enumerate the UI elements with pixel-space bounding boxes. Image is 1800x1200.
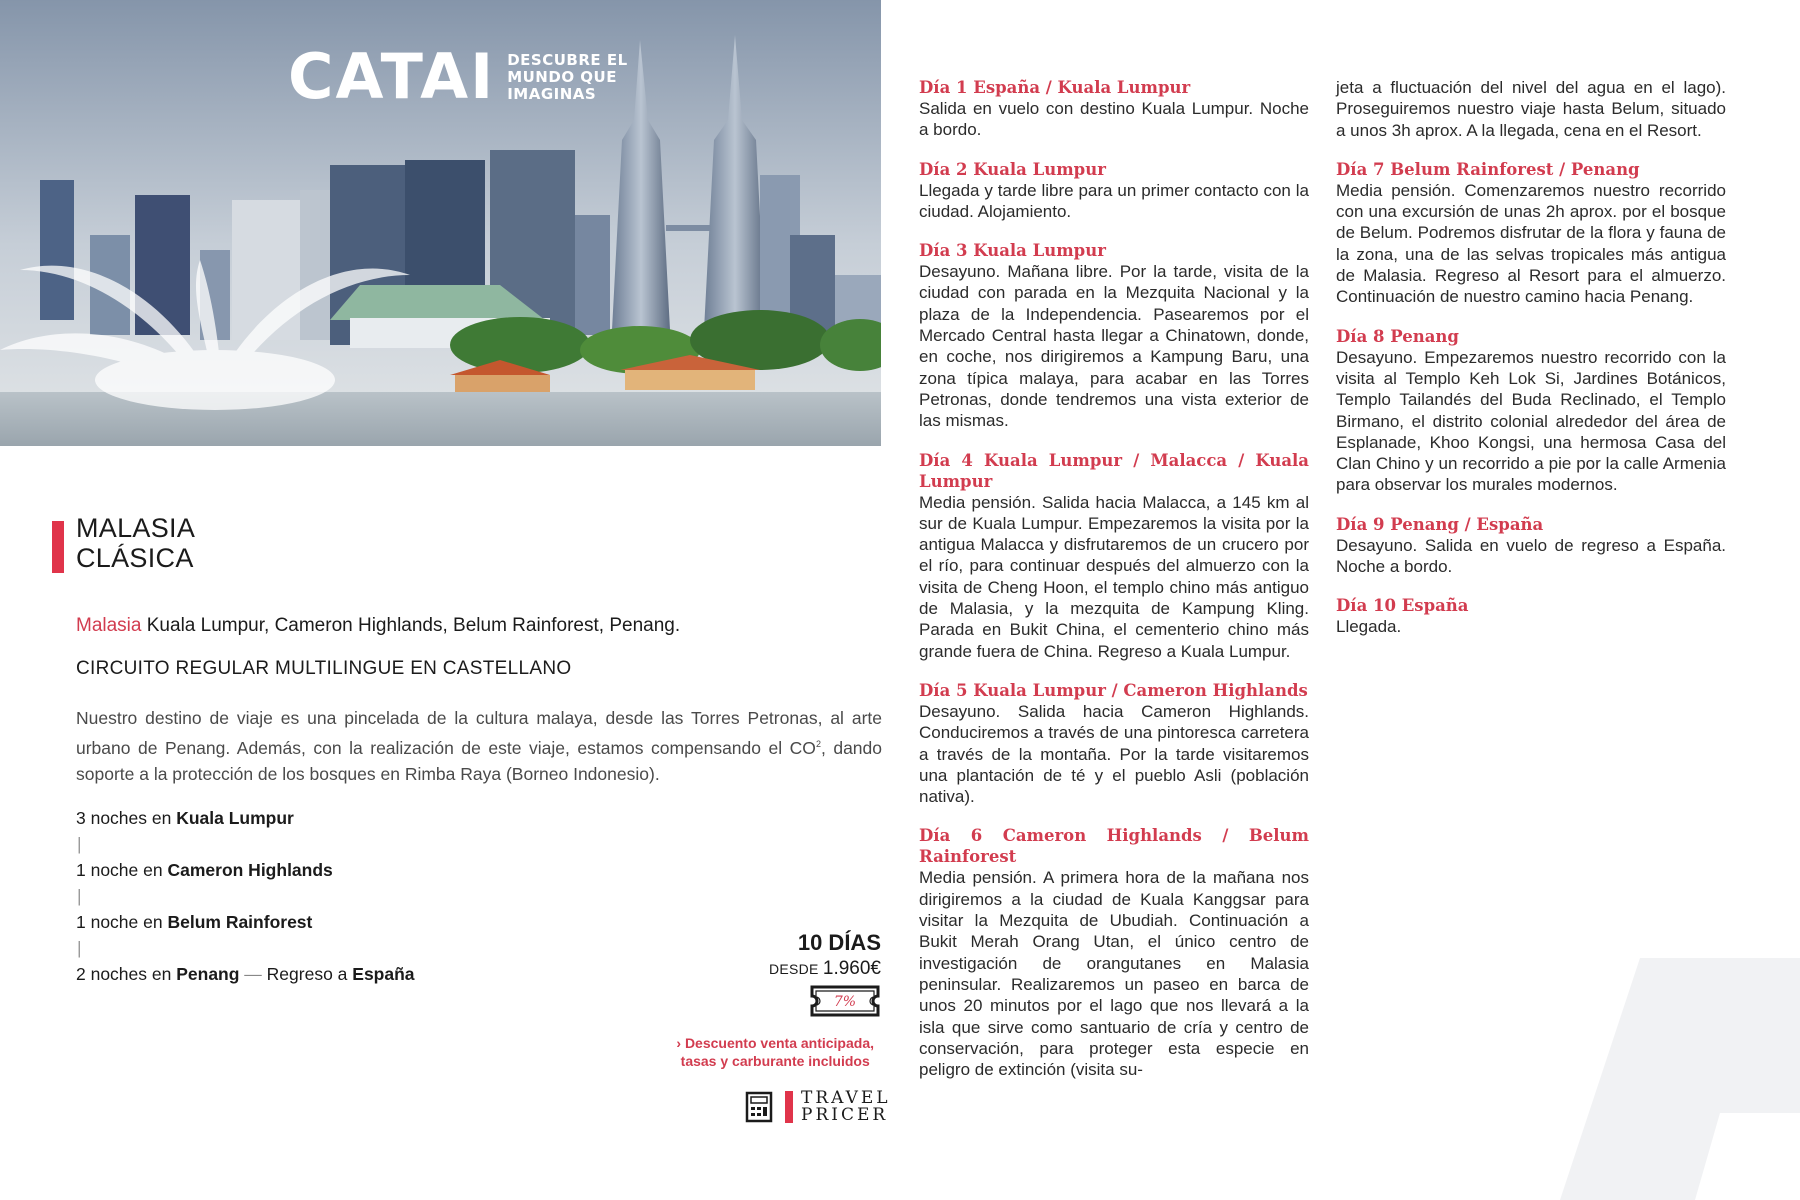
itinerary-day (919, 825, 1309, 1080)
day-text: Desayuno. Mañana libre. Por la tarde, visita de la ciudad con parada en la Mezquita Nacional y la plaza de la Independencia. Pasearemos por el Mercado Central hasta llegar a Chinatown, donde, en coche, nos dirigiremos a Kampung Baru, una zona típica malaya, para acabar en las Torres Petronas, donde tendremos una vista exterior de las mismas. (919, 262, 1309, 431)
return-label: Regreso a (266, 964, 353, 984)
day-text: Llegada. (1336, 617, 1402, 637)
stay-nights: 3 noches en (76, 808, 177, 828)
catai-logo (288, 40, 637, 113)
brand-tagline: DESCUBRE EL MUNDO QUE IMAGINAS (507, 50, 628, 103)
stay-item (76, 805, 415, 831)
price-from-label: DESDE (768, 961, 823, 977)
stay-nights: 2 noches en (76, 964, 177, 984)
day-title: Día 6 Cameron Highlands / Belum Rainforest (919, 826, 1309, 867)
brand-name: CATAI (288, 40, 496, 113)
intro-co2-sub: 2 (815, 739, 821, 749)
discount-ticket-icon (808, 983, 882, 1019)
itinerary-day (1336, 159, 1726, 308)
day-title: Día 8 Penang (1336, 326, 1459, 346)
day-text: Desayuno. Salida hacia Cameron Highlands. Conduciremos a través de una pintoresca carretera a través de la montaña. Por la tarde visitaremos una plantación de té y el pueblo Asli (población nativa). (919, 701, 1309, 807)
stay-nights: 1 noche en (76, 860, 168, 880)
day-text: Media pensión. Comenzaremos nuestro recorrido con una excursión de unas 2h aprox. por el bosque de Belum. Podremos disfrutar de la flora y fauna de la zona, una de las selvas tropicales más antigua de Malasia. Regreso al Resort para el almuerzo. Continuación de nuestro camino hacia Penang. (1336, 180, 1726, 307)
day-text: Salida en vuelo con destino Kuala Lumpur. Noche a bordo. (919, 99, 1309, 140)
itinerary-day (1336, 514, 1726, 578)
itinerary-day (919, 240, 1309, 431)
itinerary-day (919, 159, 1309, 223)
stay-place: Penang (176, 964, 240, 984)
itinerary-day (1336, 326, 1726, 496)
hero-photo-kuala-lumpur (0, 0, 881, 446)
day-title: Día 5 Kuala Lumpur / Cameron Highlands (919, 680, 1308, 700)
discount-note (676, 1034, 874, 1070)
day-title: Día 2 Kuala Lumpur (919, 159, 1106, 179)
decorative-corner-shape (1560, 958, 1800, 1200)
itinerary-column-2 (1336, 77, 1726, 656)
stays-list (76, 805, 415, 987)
price-from (769, 958, 881, 980)
itinerary-day (1336, 595, 1726, 637)
day-6-continuation: jeta a fluctuación del nivel del agua en el lago). Proseguiremos nuestro viaje hasta Belum, situado a unos 3h aprox. A la llegada, cena en el Resort. (1336, 78, 1726, 140)
stay-separator: | (77, 938, 82, 958)
calculator-icon (745, 1091, 773, 1123)
discount-note-line-2: tasas y carburante incluidos (680, 1053, 870, 1069)
stay-nights: 1 noche en (76, 912, 168, 932)
route-summary (76, 615, 680, 637)
travel-pricer-bar (785, 1091, 793, 1123)
day-title: Día 4 Kuala Lumpur / Malacca / Kuala Lumpur (919, 450, 1309, 491)
stay-item (76, 909, 415, 935)
day-text: Media pensión. Salida hacia Malacca, a 145 km al sur de Kuala Lumpur. Empezaremos la visita por la antigua Malacca y disfrutaremos de un crucero por el río, para continuar después del almuerzo con la visita de Cheng Hoon, el templo chino más antiguo de Malasia, y la mezquita de Kampung Kling. Parada en Bukit China, el cementerio chino más grande fuera de China. Regreso a Kuala Lumpur. (919, 492, 1309, 661)
travel-pricer-logo (745, 1090, 891, 1124)
travel-pricer-text (801, 1090, 891, 1124)
day-title: Día 3 Kuala Lumpur (919, 241, 1106, 261)
itinerary-column-1 (919, 77, 1309, 1098)
discount-percent: 7% (833, 994, 857, 1010)
day-text: Desayuno. Empezaremos nuestro recorrido con la visita al Templo Keh Lok Si, Jardines Botánicos, Templo Tailandés del Buda Reclinado, el Templo Birmano, el distrito colonial alrededor del área de Esplanade, Khoo Kongsi, una hermosa Casa del Clan Chino y un recorrido a pie por la calle Armenia para observar los murales modernos. (1336, 347, 1726, 495)
stay-separator: | (77, 834, 82, 854)
circuit-type: CIRCUITO REGULAR MULTILINGUE EN CASTELLANO (76, 658, 572, 679)
travel-pricer-line-1: TRAVEL (801, 1088, 891, 1108)
intro-text: Nuestro destino de viaje es una pincelada de la cultura malaya, desde las Torres Petronas, al arte urbano de Penang. Además, con la realización de este viaje, estamos compensando el CO (76, 708, 882, 758)
day-title: Día 7 Belum Rainforest / Penang (1336, 159, 1640, 179)
stay-place: Kuala Lumpur (176, 808, 294, 828)
title-accent-bar (52, 521, 64, 573)
day-text: Llegada y tarde libre para un primer contacto con la ciudad. Alojamiento. (919, 180, 1309, 221)
price-amount: 1.960€ (822, 958, 881, 979)
route-country: Malasia (76, 615, 142, 636)
trip-title (76, 513, 195, 573)
itinerary-day (919, 680, 1309, 807)
route-cities: Kuala Lumpur, Cameron Highlands, Belum Rainforest, Penang. (141, 615, 681, 636)
itinerary-day (919, 77, 1309, 141)
stay-place: Belum Rainforest (167, 912, 313, 932)
discount-note-line-1: › Descuento venta anticipada, (676, 1035, 874, 1051)
trip-duration: 10 DÍAS (797, 930, 881, 955)
day-title: Día 9 Penang / España (1336, 514, 1544, 534)
stay-dash: — (239, 964, 267, 984)
trip-title-line-1: MALASIA (76, 513, 196, 543)
day-title: Día 10 España (1336, 596, 1469, 616)
stay-item (76, 961, 415, 987)
intro-text-end: , dando soporte a la protección de los bosques en Rimba Raya (Borneo Indonesio). (76, 737, 883, 784)
itinerary-day (919, 450, 1309, 662)
day-text: Media pensión. A primera hora de la mañana nos dirigiremos a la ciudad de Kuala Kanggsar para visitar la Mezquita de Ubudiah. Continuación a Bukit Merah Orang Utan, el único centro de investigación de orangutanes en Malasia peninsular. Realizaremos un paseo en barca de unos 20 minutos por el lago que nos llevará a la isla que sirve como santuario de cría y centro de conservación, para proteger esta especie en peligro de extinción (visita su- (919, 868, 1309, 1080)
trip-title-line-2: CLÁSICA (76, 543, 194, 573)
stay-place: Cameron Highlands (167, 860, 333, 880)
stay-item (76, 857, 415, 883)
day-text: Desayuno. Salida en vuelo de regreso a España. Noche a bordo. (1336, 535, 1726, 577)
stay-separator: | (77, 886, 82, 906)
trip-intro (76, 705, 882, 787)
day-title: Día 1 España / Kuala Lumpur (919, 78, 1191, 97)
travel-pricer-line-2: PRICER (801, 1105, 889, 1125)
return-place: España (352, 964, 415, 984)
